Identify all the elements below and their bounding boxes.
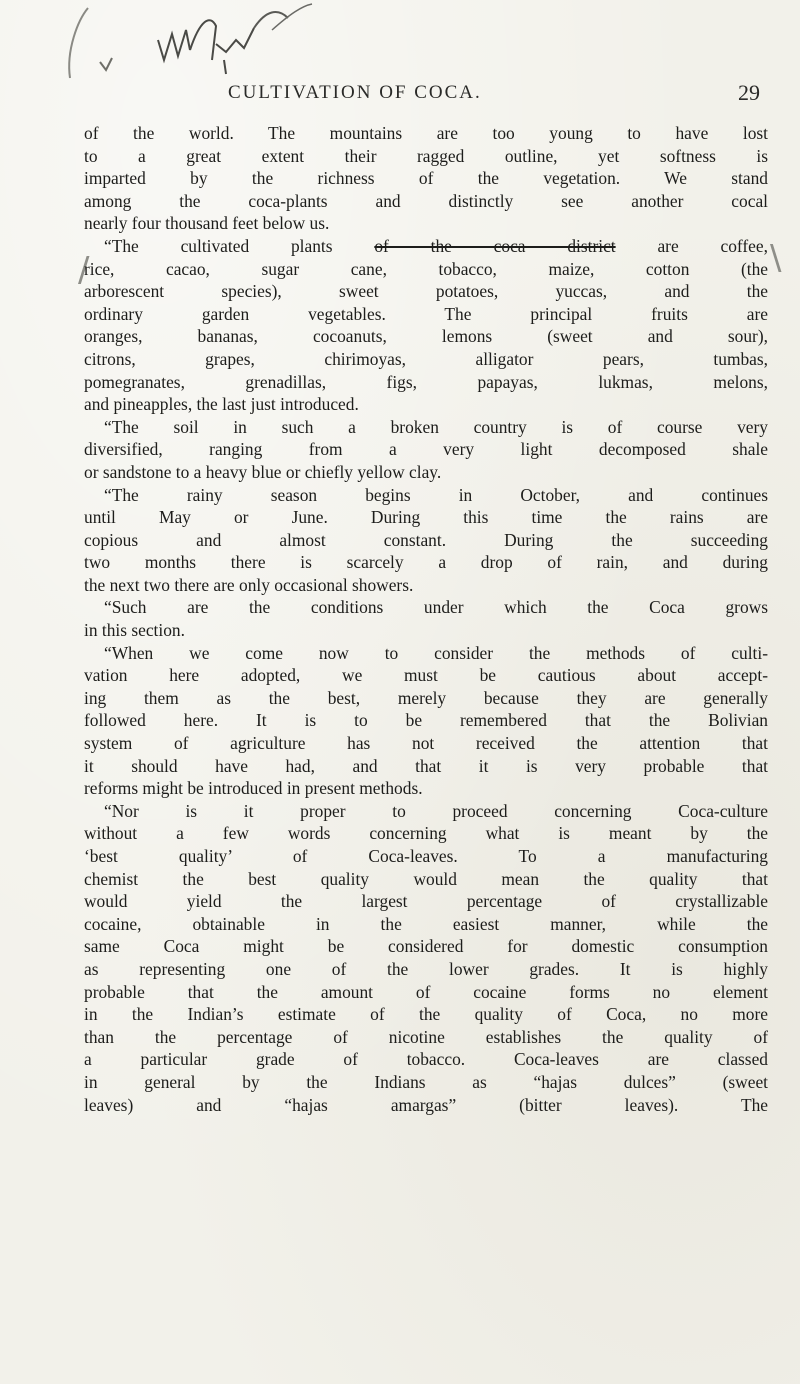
text-line: probable that the amount of cocaine forms no element	[84, 981, 768, 1002]
text-line: ordinary garden vegetables. The principal fruits are	[84, 303, 768, 324]
text-line: among the coca-plants and distinctly see another cocal	[84, 190, 768, 211]
text-line: to a great extent their ragged outline, yet softness is	[84, 145, 768, 166]
text-line: or sandstone to a heavy blue or chiefly yellow clay.	[84, 461, 442, 482]
text-line: two months there is scarcely a drop of rain, and during	[84, 552, 768, 573]
text-line: in this section.	[84, 620, 185, 641]
text-line: pomegranates, grenadillas, figs, papayas, lukmas, melons,	[84, 371, 768, 392]
text-line: diversified, ranging from a very light decomposed shale	[84, 439, 768, 460]
text-line: would yield the largest percentage of crystallizable	[84, 891, 768, 912]
text-line: until May or June. During this time the rains are	[84, 507, 768, 528]
text-line: “The rainy season begins in October, and continues	[104, 484, 768, 505]
text-line: in general by the Indians as “hajas dulces” (sweet	[84, 1071, 768, 1092]
body-text	[84, 122, 768, 1116]
text-line: same Coca might be considered for domestic consumption	[84, 936, 768, 957]
text-line: rice, cacao, sugar cane, tobacco, maize, cotton (the	[84, 258, 768, 279]
text-line: nearly four thousand feet below us.	[84, 213, 330, 234]
text-line: oranges, bananas, cocoanuts, lemons (sweet and sour),	[84, 326, 768, 347]
handwritten-scribble	[40, 0, 360, 90]
text-line: as representing one of the lower grades. It is highly	[84, 958, 768, 979]
text-line: citrons, grapes, chirimoyas, alligator pears, tumbas,	[84, 348, 768, 369]
text-line: imparted by the richness of the vegetation. We stand	[84, 168, 768, 189]
text-line: “The soil in such a broken country is of course very	[104, 416, 768, 437]
running-title: CULTIVATION OF COCA.	[228, 82, 482, 103]
text-line: “The cultivated plants of the coca district are coffee,	[104, 235, 768, 256]
text-line: without a few words concerning what is meant by the	[84, 823, 768, 844]
text-line: “Such are the conditions under which the Coca grows	[104, 597, 768, 618]
text-line: arborescent species), sweet potatoes, yuccas, and the	[84, 281, 768, 302]
text-line: “Nor is it proper to proceed concerning Coca-culture	[104, 800, 768, 821]
text-line: ing them as the best, merely because they are generally	[84, 687, 768, 708]
left-margin-mark: /	[78, 250, 90, 290]
text-line: reforms might be introduced in present methods.	[84, 778, 423, 799]
text-line: than the percentage of nicotine establishes the quality of	[84, 1026, 768, 1047]
text-line: system of agriculture has not received the attention that	[84, 733, 768, 754]
page-number: 29	[738, 80, 760, 105]
text-line: followed here. It is to be remembered that the Bolivian	[84, 710, 768, 731]
text-line: leaves) and “hajas amargas” (bitter leaves). The	[84, 1094, 768, 1115]
text-line: ‘best quality’ of Coca-leaves. To a manufacturing	[84, 846, 768, 866]
text-line: of the world. The mountains are too young to have lost	[84, 123, 768, 143]
struck-out-text: of the coca district	[374, 235, 616, 256]
text-line: chemist the best quality would mean the quality that	[84, 868, 768, 889]
page-header	[120, 82, 760, 110]
text-line: copious and almost constant. During the succeeding	[84, 529, 768, 550]
right-margin-mark: \	[770, 238, 782, 278]
text-line: it should have had, and that it is very probable that	[84, 755, 768, 776]
text-line: “When we come now to consider the methods of culti-	[104, 642, 768, 663]
text-line: a particular grade of tobacco. Coca-leaves are classed	[84, 1049, 768, 1070]
text-line: cocaine, obtainable in the easiest manner, while the	[84, 913, 768, 934]
text-line: vation here adopted, we must be cautious about accept-	[84, 665, 768, 686]
text-line: the next two there are only occasional showers.	[84, 574, 414, 595]
text-line: in the Indian’s estimate of the quality of Coca, no more	[84, 1004, 768, 1025]
text-line: and pineapples, the last just introduced.	[84, 394, 359, 415]
